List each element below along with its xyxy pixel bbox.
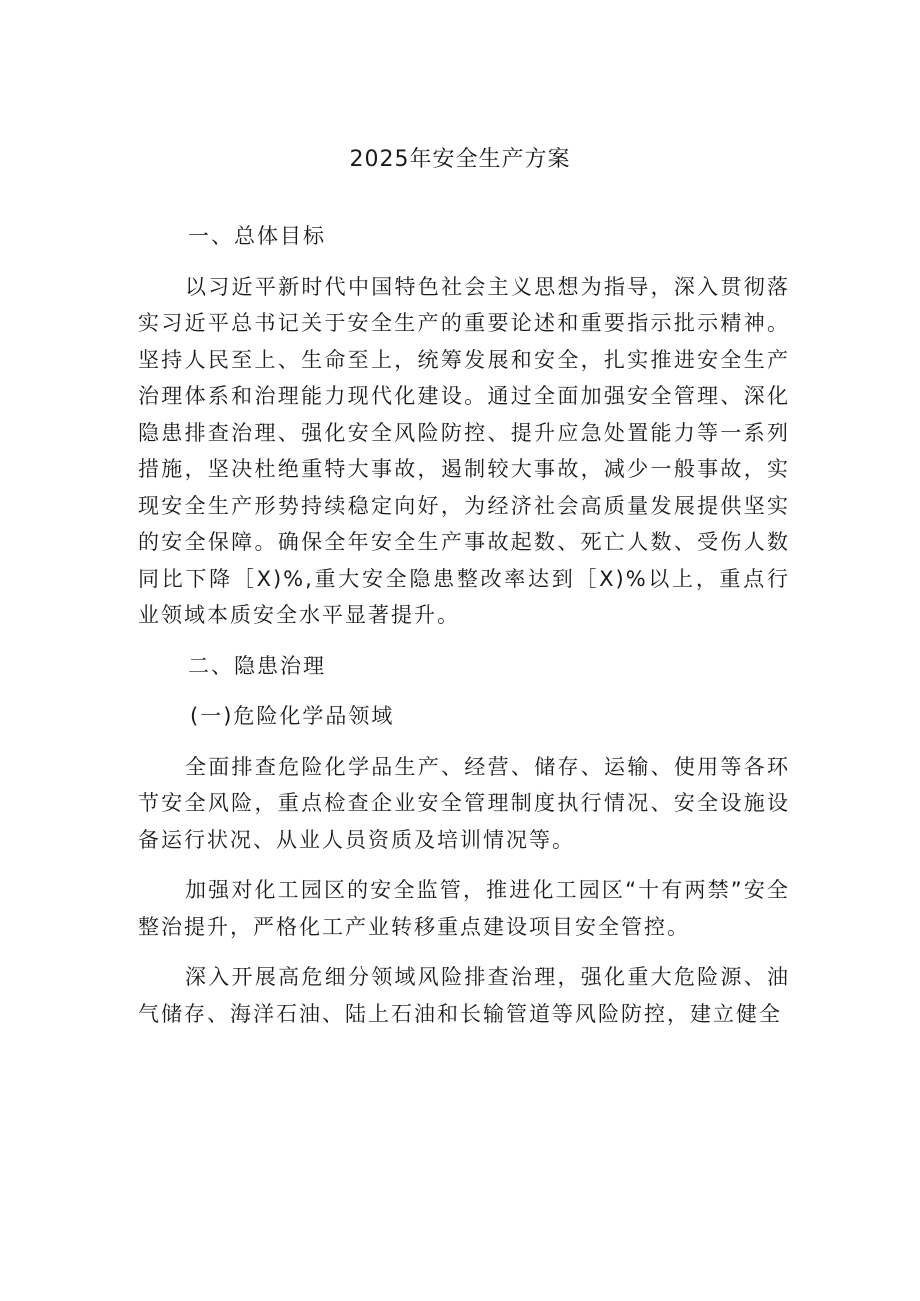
document-body [138,218,790,1046]
section-heading-overall-goal: 一、总体目标 [188,224,326,248]
paragraph-high-risk-fields: 深入开展高危细分领域风险排查治理，强化重大危险源、油气储存、海洋石油、陆上石油和长输管道等风险防控，建立健全 [138,965,790,1026]
subheading-hazardous-chemicals: (一)危险化学品领域 [190,704,395,728]
paragraph-chemical-park: 加强对化工园区的安全监管，推进化工园区“十有两禁”安全整治提升，严格化工产业转移重点建设项目安全管控。 [138,878,790,939]
paragraph-overall-goal: 以习近平新时代中国特色社会主义思想为指导，深入贯彻落实习近平总书记关于安全生产的重要论述和重要指示批示精神。坚持人民至上、生命至上，统筹发展和安全，扎实推进安全生产治理体系和治理能力现代化建设。通过全面加强安全管理、深化隐患排查治理、强化安全风险防控、提升应急处置能力等一系列措施，坚决杜绝重特大事故，遏制较大事故，减少一般事故，实现安全生产形势持续稳定向好，为经济社会高质量发展提供坚实的安全保障。确保全年安全生产事故起数、死亡人数、受伤人数同比下降［X)%,重大安全隐患整改率达到［X)%以上，重点行业领域本质安全水平显著提升。 [138,274,790,627]
paragraph-chemical-inspection: 全面排查危险化学品生产、经营、储存、运输、使用等各环节安全风险，重点检查企业安全管理制度执行情况、安全设施设备运行状况、从业人员资质及培训情况等。 [138,754,790,852]
document-title: 2025年安全生产方案 [349,147,571,172]
section-heading-hazard-governance: 二、隐患治理 [188,653,326,678]
